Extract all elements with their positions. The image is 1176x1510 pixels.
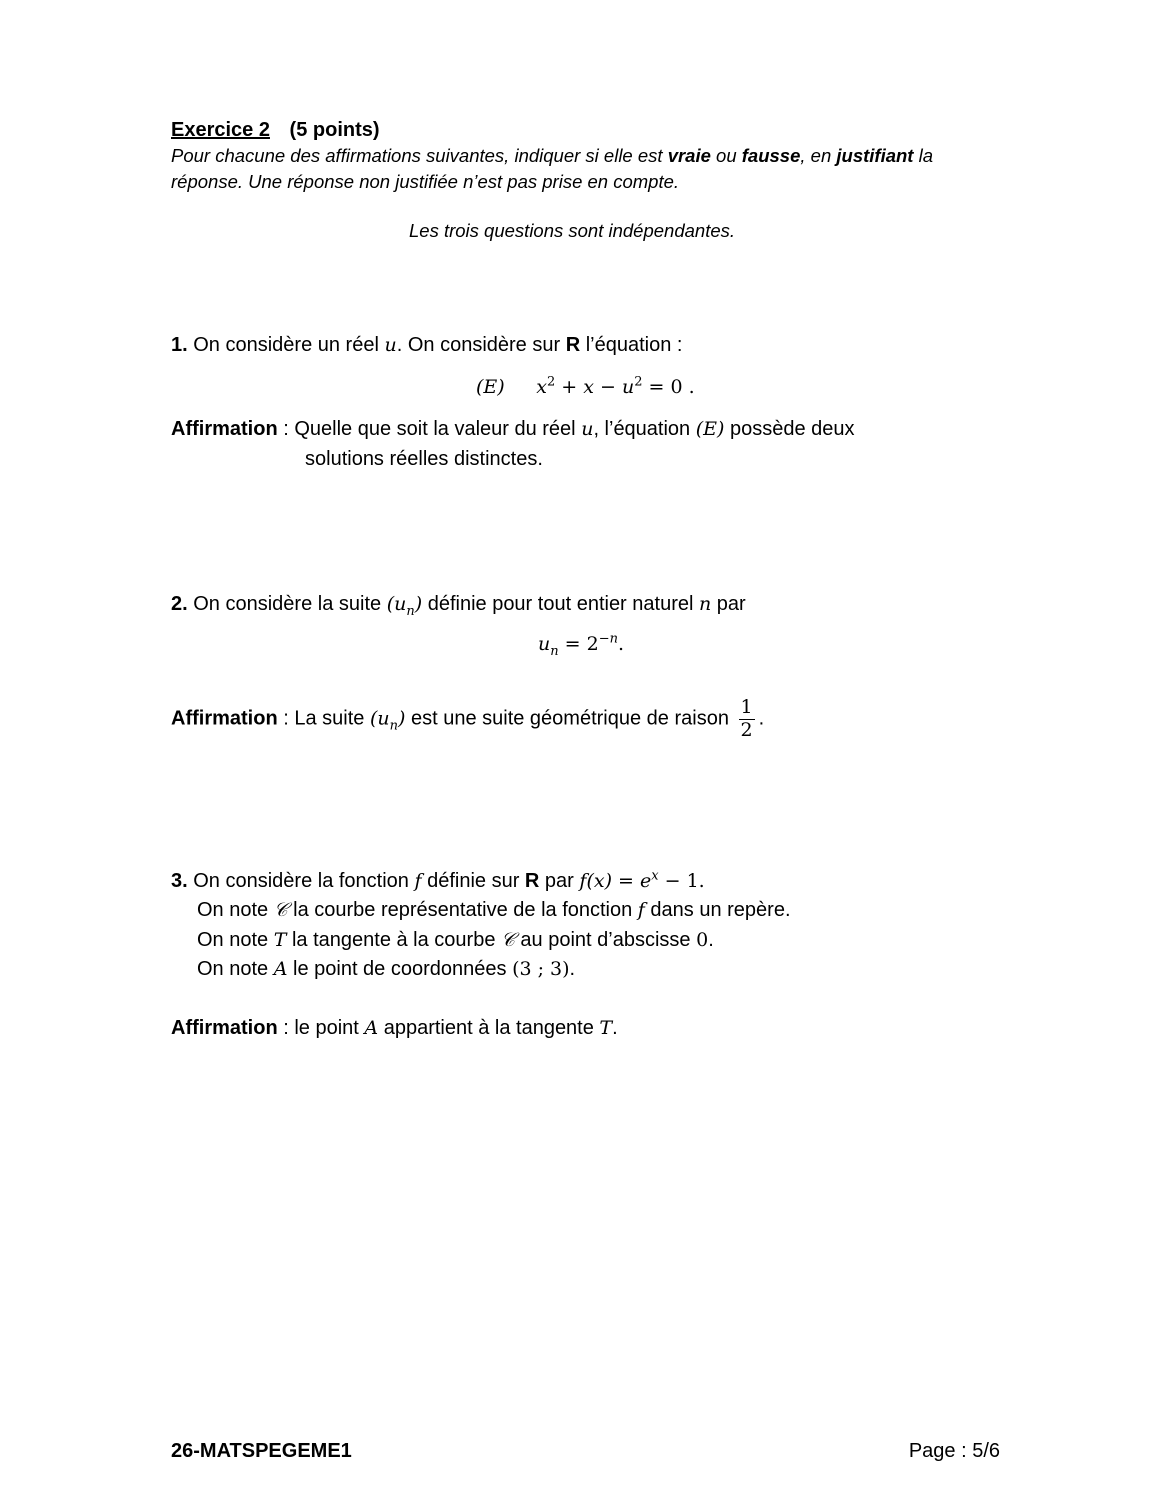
intro-justifiant: justifiant — [836, 145, 914, 166]
q2-number: 2. — [171, 593, 188, 615]
q3-text: . — [708, 929, 714, 951]
q1-statement — [171, 333, 682, 357]
q1-var-u: u — [384, 334, 397, 356]
q3-text: définie sur — [421, 870, 525, 892]
q3-line2-f: f — [637, 899, 645, 921]
q2-seq-close: ) — [414, 593, 423, 615]
q3-text: par — [539, 870, 580, 892]
q3-tangent-t: T — [273, 929, 287, 951]
intro-fausse: fausse — [741, 145, 801, 166]
q3-aff-text: le point — [294, 1017, 365, 1039]
q2-text: par — [711, 593, 746, 615]
q3-statement — [171, 869, 705, 893]
affirmation-label: Affirmation — [171, 707, 278, 730]
footer-page-number: Page : 5/6 — [908, 1440, 1000, 1462]
q2-aff-text: La suite — [294, 707, 370, 730]
q1-aff-text: Quelle que soit la valeur du réel — [294, 418, 582, 440]
q3-func-end: − 1. — [658, 870, 705, 892]
q3-curve-c2: 𝒞 — [501, 929, 515, 951]
intro-line-1 — [171, 145, 933, 167]
q3-zero: 0 — [696, 929, 709, 951]
intro-text: Pour chacune des affirmations suivantes, indiquer si elle est — [171, 145, 668, 166]
q1-number: 1. — [171, 334, 188, 356]
q2-statement — [171, 592, 746, 619]
q2-eq-sub: n — [550, 644, 559, 659]
q1-eq-end: = 0 . — [642, 376, 695, 398]
q2-eq-mid: = 2 — [558, 633, 599, 655]
q3-text: la tangente à la courbe — [286, 929, 502, 951]
q1-text: On considère un réel — [187, 334, 385, 356]
q1-eq-exp: 2 — [546, 374, 556, 390]
q2-seq: (u — [386, 593, 407, 615]
q2-fraction — [739, 697, 755, 742]
q3-var-f: f — [414, 870, 422, 892]
q1-text: . On considère sur — [396, 334, 566, 356]
aff-sep: : — [277, 1017, 295, 1039]
intro-text: ou — [710, 145, 742, 166]
q2-var-n: n — [699, 593, 712, 615]
q3-text: On note — [197, 929, 274, 951]
exercise-title: Exercice 2 — [171, 119, 270, 141]
q1-affirmation-line2: solutions réelles distinctes. — [305, 448, 543, 470]
affirmation-label: Affirmation — [171, 1017, 278, 1039]
q1-text: l’équation : — [580, 334, 683, 356]
q1-aff-text: possède deux — [724, 418, 855, 440]
q3-text: le point de coordonnées — [287, 958, 513, 980]
fraction-numerator: 1 — [740, 696, 753, 718]
q3-affirmation — [171, 1016, 618, 1040]
q3-line-2 — [197, 898, 791, 922]
q2-eq-end: . — [617, 633, 625, 655]
q1-equation — [476, 375, 695, 399]
q2-aff-seq: (u — [369, 707, 390, 730]
q2-equation — [538, 631, 625, 659]
q3-aff-text: appartient à la tangente — [378, 1017, 600, 1039]
footer-code: 26-MATSPEGEME1 — [171, 1440, 352, 1462]
q3-text: . — [569, 958, 576, 980]
exercise-points: (5 points) — [289, 119, 380, 141]
q3-text: au point d’abscisse — [514, 929, 697, 951]
q2-affirmation — [171, 697, 764, 742]
q1-aff-u: u — [581, 418, 594, 440]
q3-line-3 — [197, 928, 714, 952]
q3-point-a: A — [273, 958, 288, 980]
q2-aff-end: . — [758, 707, 765, 730]
affirmation-label: Affirmation — [171, 418, 278, 440]
intro-vraie: vraie — [667, 145, 711, 166]
q2-text: On considère la suite — [187, 593, 387, 615]
q3-func-exp: x — [651, 868, 659, 884]
q1-affirmation — [171, 417, 855, 441]
q1-aff-e: (E) — [695, 418, 725, 440]
q2-eq-u: u — [538, 633, 551, 655]
q2-aff-seq-sub: n — [389, 718, 398, 734]
q2-text: définie pour tout entier naturel — [422, 593, 699, 615]
q3-text: On considère la fonction — [187, 870, 415, 892]
intro-text: , en — [800, 145, 837, 166]
q3-text: On note — [197, 958, 274, 980]
q1-eq-x: x — [536, 376, 547, 398]
q3-curve-c: 𝒞 — [273, 899, 288, 921]
independence-note: Les trois questions sont indépendantes. — [409, 220, 736, 241]
q3-text: dans un repère. — [644, 899, 791, 921]
q3-number: 3. — [171, 870, 188, 892]
q1-set-r: R — [565, 334, 581, 356]
q3-aff-t: T — [599, 1017, 613, 1039]
q3-coords: (3 ; 3) — [512, 958, 570, 980]
q2-aff-text: est une suite géométrique de raison — [405, 707, 735, 730]
q3-aff-end: . — [612, 1017, 618, 1039]
q1-eq-label: (E) — [476, 376, 505, 398]
q3-set-r: R — [524, 870, 540, 892]
q1-eq-mid: + x − u — [555, 376, 635, 398]
intro-line-2: réponse. Une réponse non justifiée n’est pas prise en compte. — [171, 171, 680, 192]
fraction-denominator: 2 — [740, 718, 753, 741]
intro-text: la — [913, 145, 934, 166]
q3-func: f(x) = e — [579, 870, 652, 892]
q3-text: On note — [197, 899, 274, 921]
q3-line-4 — [197, 957, 575, 981]
q2-eq-exp: −n — [598, 631, 618, 647]
q1-aff-text: , l’équation — [593, 418, 696, 440]
q3-text: la courbe représentative de la fonction — [287, 899, 638, 921]
exercise-header — [171, 118, 380, 142]
aff-sep: : — [277, 418, 295, 440]
aff-sep: : — [277, 707, 295, 730]
q2-aff-seq-close: ) — [397, 707, 406, 730]
q1-eq-exp2: 2 — [634, 374, 643, 390]
q3-aff-a: A — [364, 1017, 379, 1039]
q2-seq-sub: n — [406, 604, 415, 619]
